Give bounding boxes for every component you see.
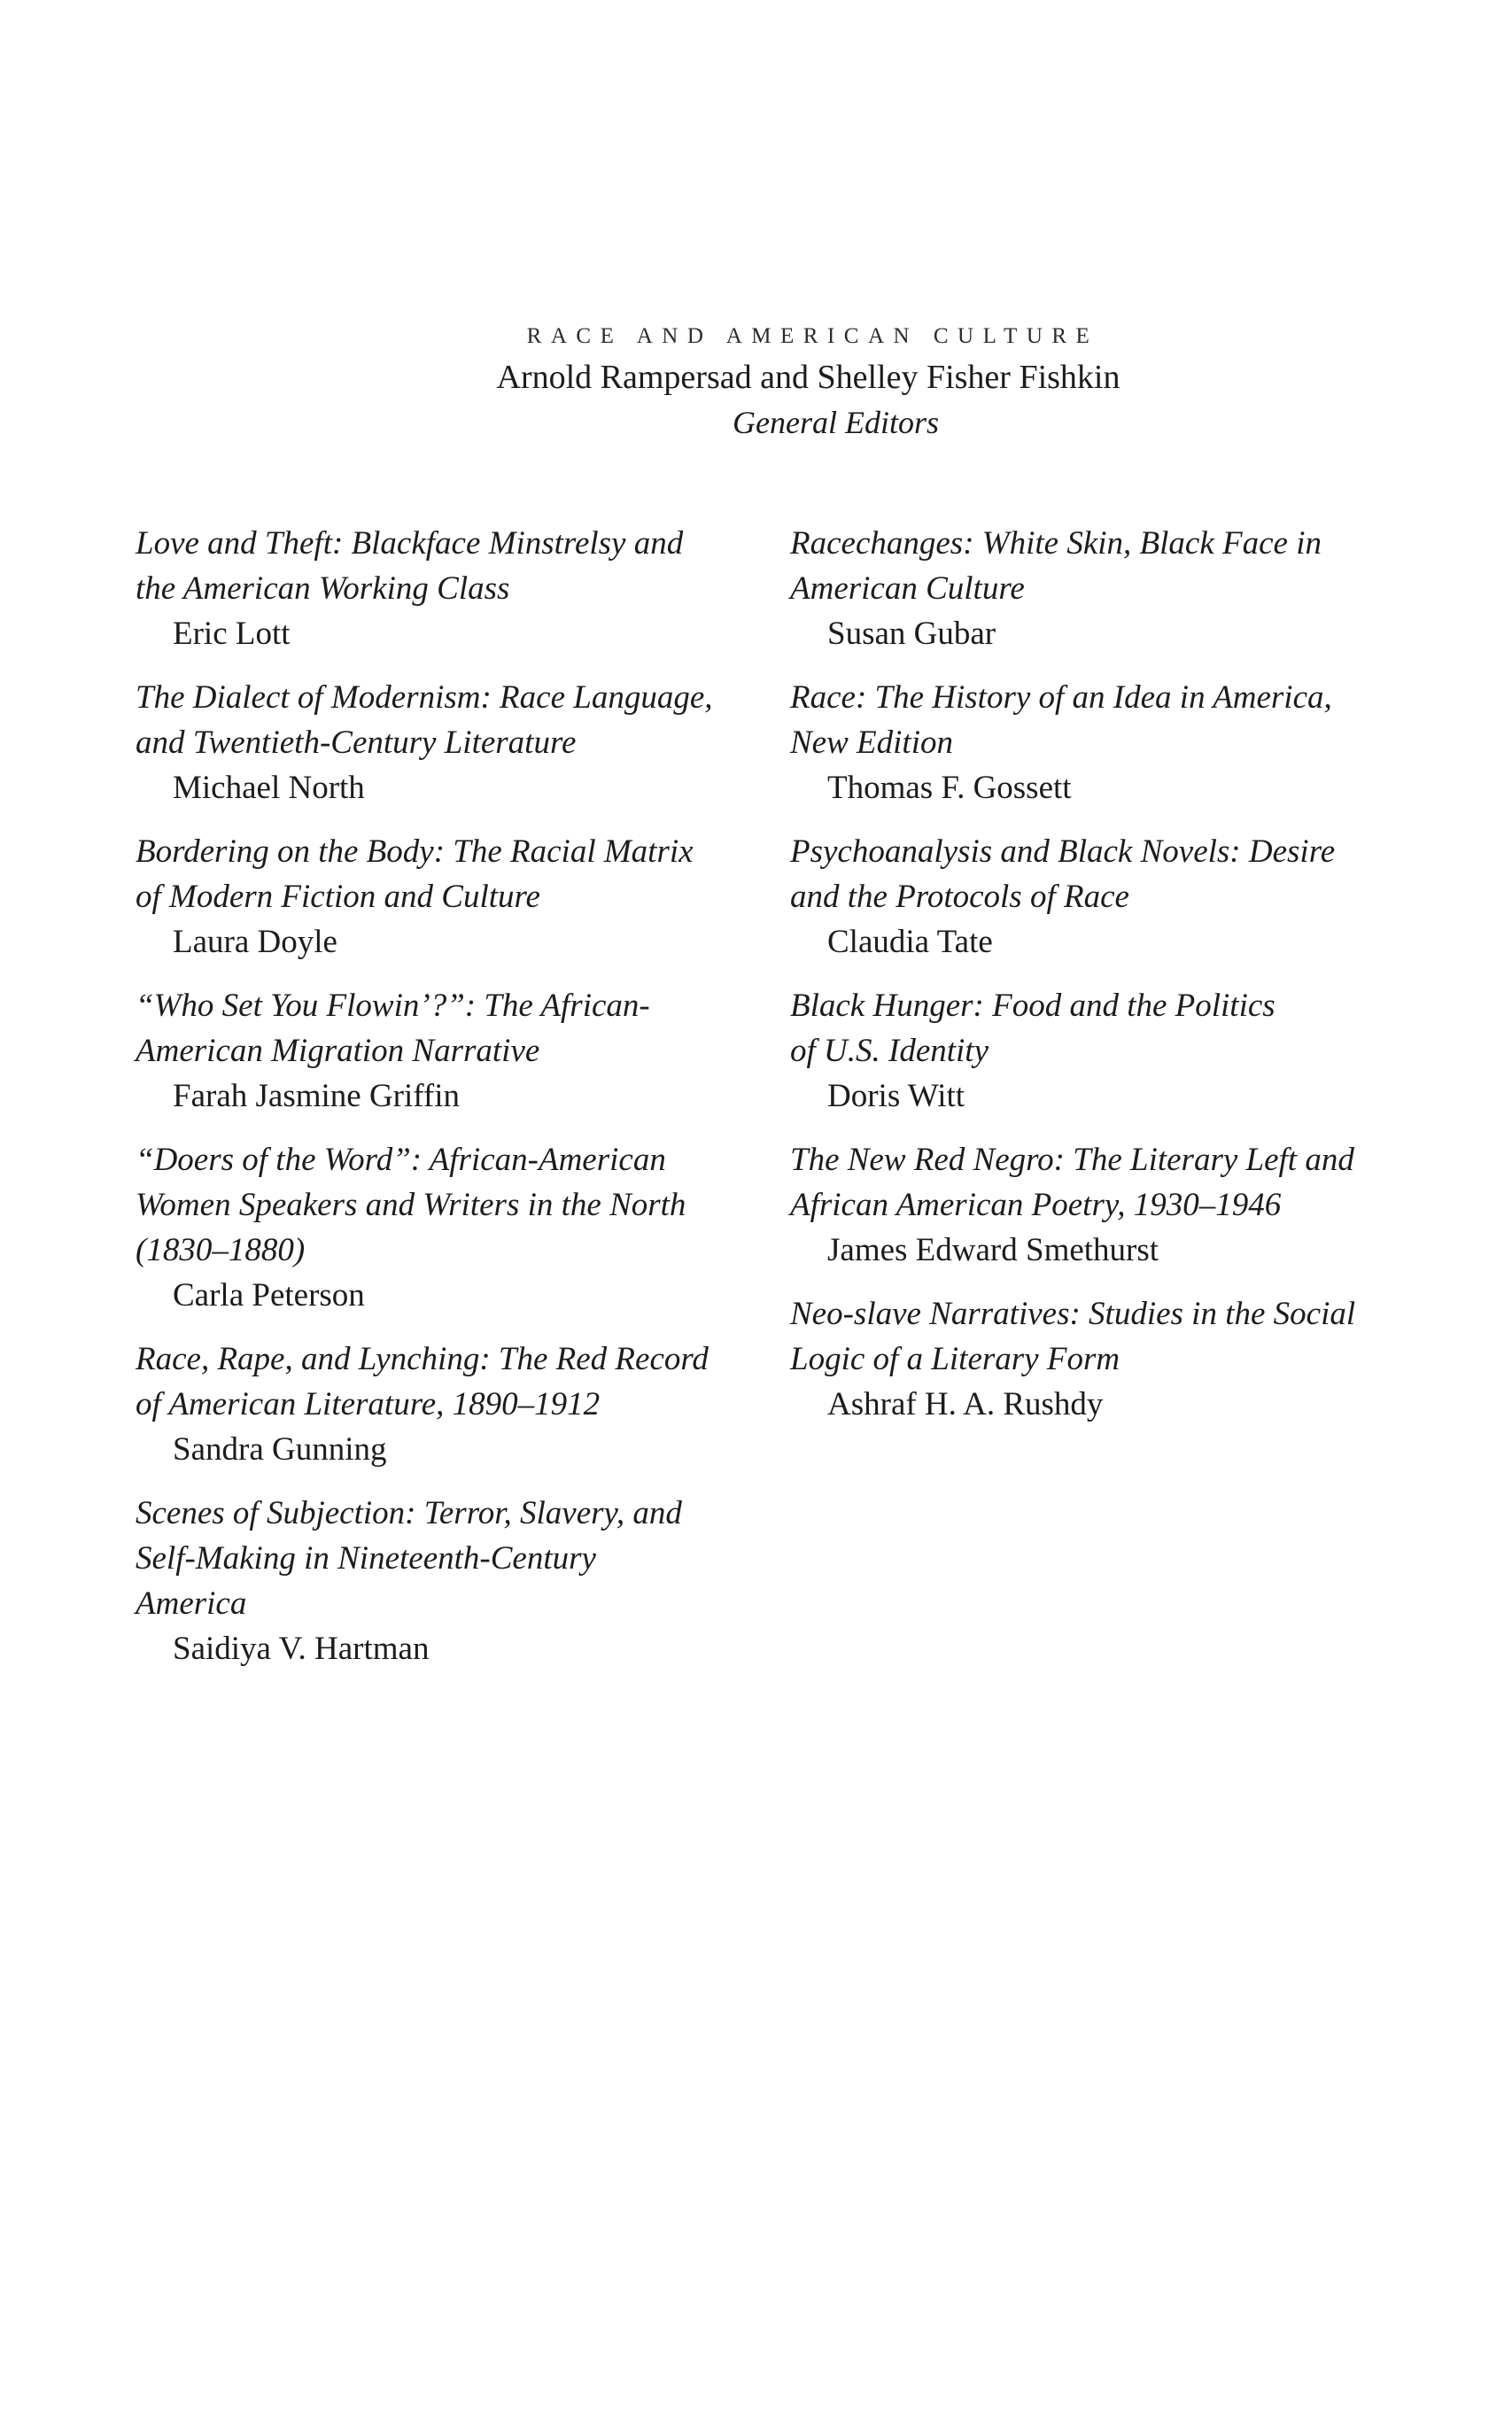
book-entry [136, 1491, 756, 1671]
book-title: Race, Rape, and Lynching: The Red Record of American Literature, 1890–1912 [136, 1341, 709, 1422]
book-title: Black Hunger: Food and the Politics of U.S. Identity [790, 988, 1276, 1069]
book-author: Michael North [173, 770, 365, 806]
book-entry [136, 1137, 756, 1318]
series-title: RACE AND AMERICAN CULTURE [526, 324, 1099, 348]
book-title: The Dialect of Modernism: Race Language, and Twentieth-Century Literature [136, 679, 713, 761]
series-editors-role: General Editors [733, 405, 939, 440]
book-author: Carla Peterson [173, 1277, 365, 1314]
book-title: Scenes of Subjection: Terror, Slavery, and Self-Making in Nineteenth-Century America [136, 1495, 682, 1622]
book-entry [790, 1291, 1428, 1427]
book-entry [136, 1337, 756, 1472]
book-entry [136, 675, 756, 810]
book-list-left [136, 521, 756, 1690]
book-author: Sandra Gunning [173, 1431, 387, 1468]
book-title: Neo-slave Narratives: Studies in the Social Logic of a Literary Form [790, 1296, 1356, 1377]
book-title: Race: The History of an Idea in America, New Edition [790, 679, 1332, 761]
book-author: James Edward Smethurst [827, 1232, 1159, 1268]
book-author: Thomas F. Gossett [827, 770, 1072, 806]
book-entry [790, 1137, 1428, 1273]
series-header [0, 319, 1512, 445]
book-list-right [790, 521, 1428, 1445]
book-entry [790, 983, 1428, 1119]
book-author: Saidiya V. Hartman [173, 1631, 430, 1667]
book-entry [136, 521, 756, 656]
book-title: Racechanges: White Skin, Black Face in American Culture [790, 525, 1322, 607]
book-title: “Who Set You Flowin’?”: The African- American Migration Narrative [136, 988, 650, 1069]
book-title: “Doers of the Word”: African-American Women Speakers and Writers in the North (1830–1880) [136, 1142, 686, 1268]
book-title: Bordering on the Body: The Racial Matrix of Modern Fiction and Culture [136, 833, 694, 915]
book-entry [790, 675, 1428, 810]
book-author: Ashraf H. A. Rushdy [827, 1386, 1104, 1422]
book-entry [136, 829, 756, 965]
series-editors: Arnold Rampersad and Shelley Fisher Fishkin [496, 359, 1120, 396]
book-entry [790, 521, 1428, 656]
book-author: Doris Witt [827, 1078, 965, 1114]
book-entry [136, 983, 756, 1119]
book-author: Farah Jasmine Griffin [173, 1078, 461, 1114]
book-author: Eric Lott [173, 616, 291, 652]
book-author: Susan Gubar [827, 616, 996, 652]
book-author: Laura Doyle [173, 924, 337, 960]
book-title: Love and Theft: Blackface Minstrelsy and the American Working Class [136, 525, 684, 607]
book-entry [790, 829, 1428, 965]
book-title: Psychoanalysis and Black Novels: Desire and the Protocols of Race [790, 833, 1336, 915]
book-title: The New Red Negro: The Literary Left and African American Poetry, 1930–1946 [790, 1142, 1354, 1223]
book-author: Claudia Tate [827, 924, 993, 960]
